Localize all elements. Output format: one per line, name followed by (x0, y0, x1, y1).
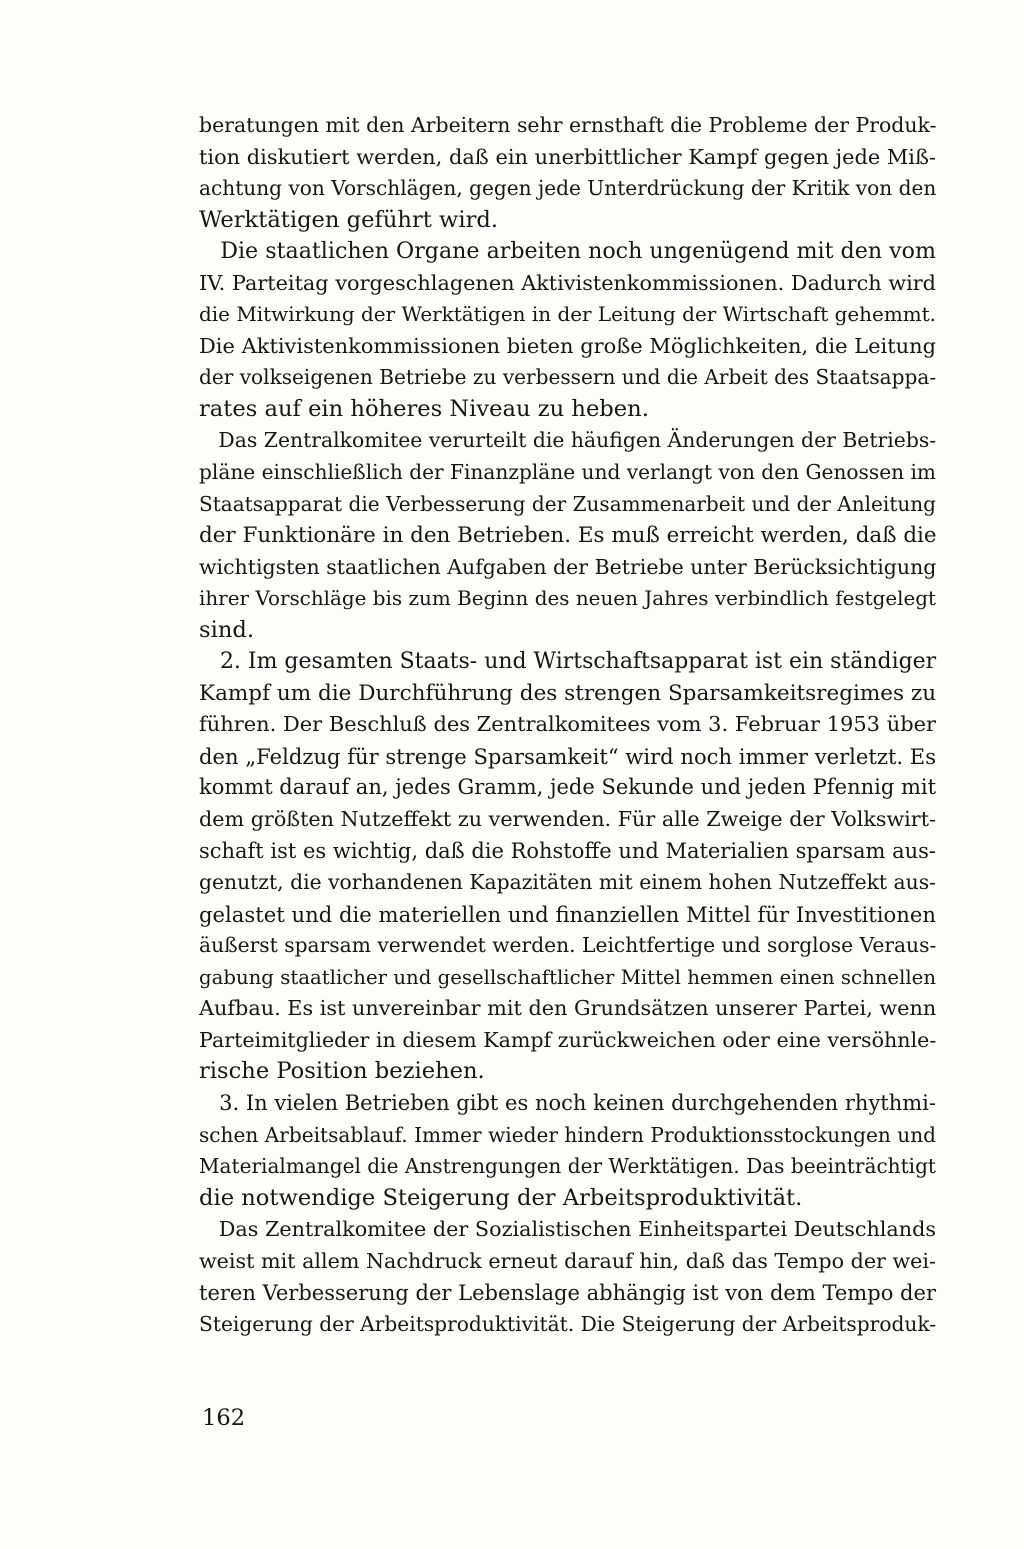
text-line: 2. Im gesamten Staats- und Wirtschaftsapparat ist ein ständiger (199, 649, 937, 675)
text-line: Aufbau. Es ist unvereinbar mit den Grundsätzen unserer Partei, wenn (199, 996, 937, 1021)
text-line: beratungen mit den Arbeitern sehr ernsthaft die Probleme der Produk- (199, 113, 937, 137)
text-line: Parteimitglieder in diesem Kampf zurückweichen oder eine versöhnle- (199, 1027, 937, 1052)
text-line: 3. In vielen Betrieben gibt es noch keinen durchgehenden rhythmi- (199, 1090, 936, 1115)
text-line: Steigerung der Arbeitsproduktivität. Die Steigerung der Arbeitsproduk- (199, 1311, 937, 1336)
text-line: schen Arbeitsablauf. Immer wieder hindern Produktionsstockungen und (199, 1122, 936, 1147)
text-line: gabung staatlicher und gesellschaftlicher Mittel hemmen einen schnellen (199, 965, 936, 989)
text-line: gelastet und die materiellen und finanziellen Mittel für Investitionen (199, 901, 936, 927)
text-line: sind. (199, 616, 255, 643)
text-line: der volkseigenen Betriebe zu verbessern und die Arbeit des Staatsappa- (199, 365, 937, 390)
text-line: Kampf um die Durchführung des strengen Sparsamkeitsregimes zu (199, 680, 937, 706)
text-line: äußerst sparsam verwendet werden. Leichtfertige und sorglose Veraus- (199, 933, 937, 958)
text-line: die Mitwirkung der Werktätigen in der Leitung der Wirtschaft gehemmt. (199, 302, 936, 327)
text-line: Staatsapparat die Verbesserung der Zusammenarbeit und der Anleitung (199, 491, 936, 516)
text-line: den „Feldzug für strenge Sparsamkeit“ wird noch immer verletzt. Es (199, 743, 937, 769)
text-line: Materialmangel die Anstrengungen der Werktätigen. Das beeinträchtigt (199, 1154, 936, 1179)
text-line: ihrer Vorschläge bis zum Beginn des neuen Jahres verbindlich festgelegt (199, 587, 936, 611)
text-line: rates auf ein höheres Niveau zu heben. (199, 395, 649, 422)
text-line: rische Position beziehen. (199, 1058, 485, 1085)
text-line: Das Zentralkomitee der Sozialistischen Einheitspartei Deutschlands (199, 1217, 937, 1242)
page-number: 162 (202, 1405, 246, 1431)
text-line: weist mit allem Nachdruck erneut darauf hin, daß das Tempo der wei- (199, 1248, 936, 1273)
text-line: IV. Parteitag vorgeschlagenen Aktivistenkommissionen. Dadurch wird (199, 270, 936, 295)
text-line: führen. Der Beschluß des Zentralkomitees vom 3. Februar 1953 über (199, 712, 936, 737)
text-line: die notwendige Steigerung der Arbeitsproduktivität. (199, 1184, 803, 1211)
text-line: kommt darauf an, jedes Gramm, jede Sekunde und jeden Pfennig mit (199, 775, 937, 800)
text-line: Werktätigen geführt wird. (199, 206, 499, 233)
text-line: pläne einschließlich der Finanzpläne und verlangt von den Genossen im (199, 460, 936, 485)
text-line: tion diskutiert werden, daß ein unerbittlicher Kampf gegen jede Miß- (199, 144, 936, 169)
text-line: wichtigsten staatlichen Aufgaben der Betriebe unter Berücksichtigung (199, 554, 937, 579)
text-line: teren Verbesserung der Lebenslage abhängig ist von dem Tempo der (199, 1280, 936, 1306)
text-line: Die Aktivistenkommissionen bieten große Möglichkeiten, die Leitung (199, 333, 936, 358)
text-line: Das Zentralkomitee verurteilt die häufigen Änderungen der Betriebs- (199, 428, 937, 453)
text-line: dem größten Nutzeffekt zu verwenden. Für alle Zweige der Volkswirt- (199, 807, 936, 832)
text-line: der Funktionäre in den Betrieben. Es muß erreicht werden, daß die (199, 523, 937, 549)
body-text (199, 110, 936, 1340)
text-line: schaft ist es wichtig, daß die Rohstoffe und Materialien sparsam aus- (199, 838, 936, 863)
text-line: achtung von Vorschlägen, gegen jede Unterdrückung der Kritik von den (199, 176, 937, 201)
text-line: Die staatlichen Organe arbeiten noch ungenügend mit den vom (199, 238, 936, 265)
text-line: genutzt, die vorhandenen Kapazitäten mit einem hohen Nutzeffekt aus- (199, 870, 936, 895)
